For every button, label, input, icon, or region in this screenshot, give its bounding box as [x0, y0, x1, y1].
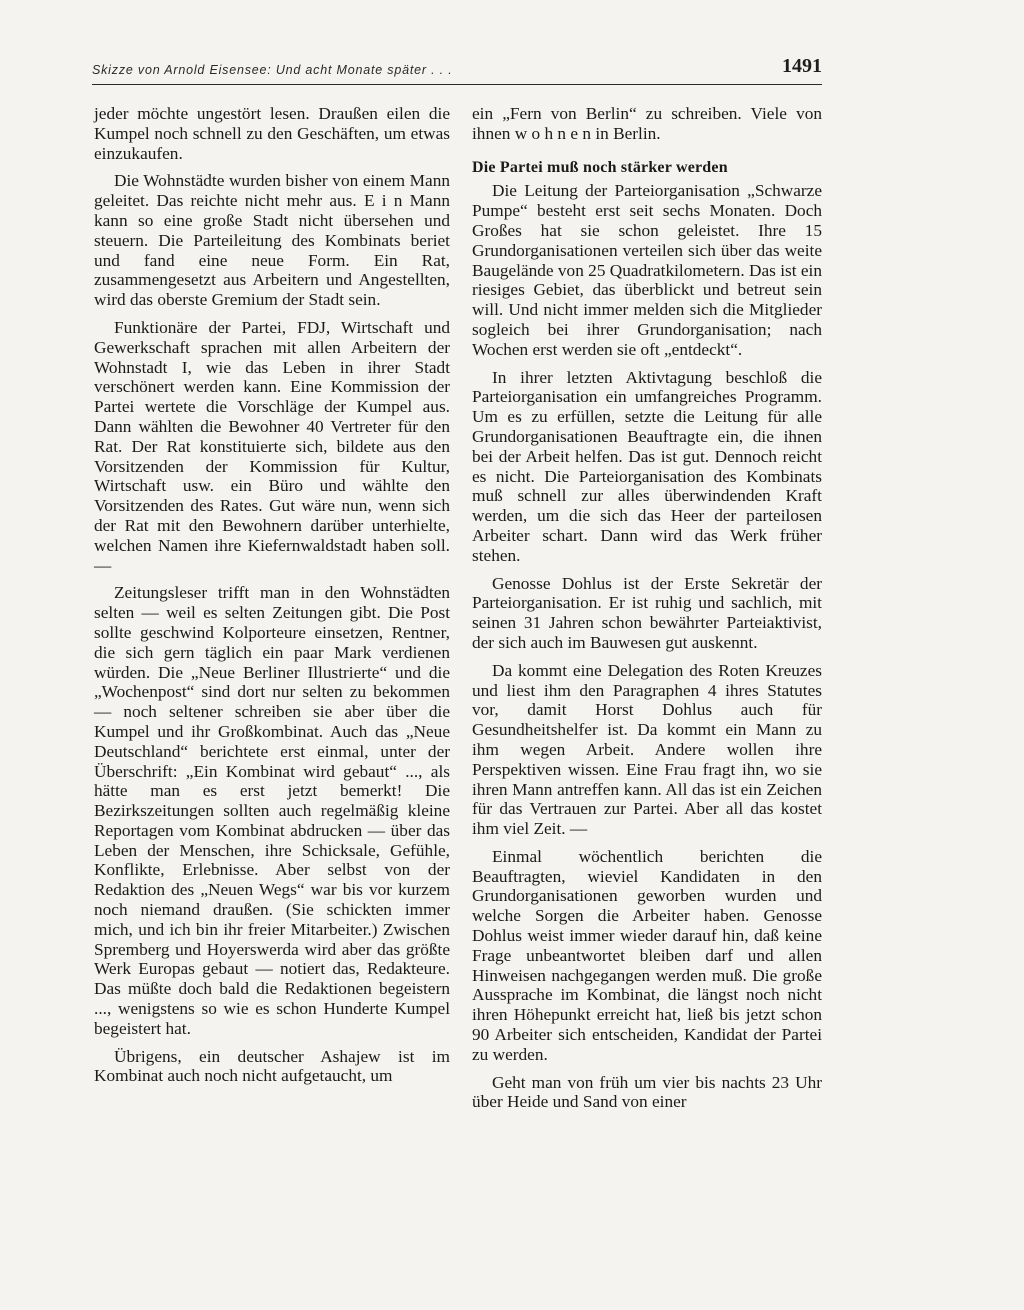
paragraph: Da kommt eine Delegation des Roten Kreuzes und liest ihm den Paragraphen 4 ihres Statutes vor, damit Horst Dohlus auch für Gesundheitshelfer ist. Da kommt ein Mann zu ihm wegen Arbeit. Andere wollen ihre Perspektiven wissen. Eine Frau fragt ihn, wo sie ihren Mann antreffen kann. All das ist ein Zeichen für das Vertrauen zur Partei. Aber all das kostet ihm viel Zeit. — [472, 660, 822, 839]
running-head: Skizze von Arnold Eisensee: Und acht Monate später . . . [92, 63, 453, 77]
paragraph: Genosse Dohlus ist der Erste Sekretär der Parteiorganisation. Er ist ruhig und sachlich, mit seinen 31 Jahren schon bewährter Parteiaktivist, der sich auch im Bauwesen gut auskennt. [472, 573, 822, 652]
page-number: 1491 [782, 55, 822, 77]
paragraph: Übrigens, ein deutscher Ashajew ist im Kombinat auch noch nicht aufgetaucht, um [94, 1046, 450, 1086]
paragraph: Geht man von früh um vier bis nachts 23 Uhr über Heide und Sand von einer [472, 1072, 822, 1112]
right-column [472, 104, 822, 1120]
left-column [94, 104, 450, 1094]
paragraph: Einmal wöchentlich berichten die Beauftragten, wieviel Kandidaten in den Grundorganisationen geworben wurden und welche Sorgen die Arbeiter haben. Genosse Dohlus weist immer wieder darauf hin, daß keine Frage unbeantwortet bleiben darf und allen Hinweisen nachgegangen werden muß. Die große Aussprache im Kombinat, die längst noch nicht ihren Höhepunkt erreicht hat, ließ bis jetzt schon 90 Arbeiter sich entscheiden, Kandidat der Partei zu werden. [472, 846, 822, 1064]
paragraph: Die Leitung der Parteiorganisation „Schwarze Pumpe“ besteht erst seit sechs Monaten. Doch Großes hat sie schon geleistet. Ihre 15 Grundorganisationen verteilen sich über das weite Baugelände von 25 Quadratkilometern. Das ist ein riesiges Gebiet, das überblickt und betreut sein will. Und nicht immer melden sich die Mitglieder sogleich bei ihrer Grundorganisation; nach Wochen erst werden sie oft „entdeckt“. [472, 181, 822, 359]
paragraph: Zeitungsleser trifft man in den Wohnstädten selten — weil es selten Zeitungen gibt. Die Post sollte geschwind Kolporteure einsetzen, Rentner, die sich gern täglich ein paar Mark verdienen würden. Die „Neue Berliner Illustrierte“ und die „Wochenpost“ sind dort nur selten zu bekommen — noch seltener schreiben sie aber über die Kumpel und ihr Großkombinat. Auch das „Neue Deutschland“ berichtete erst einmal, unter der Überschrift: „Ein Kombinat wird gebaut“ ..., als hätte man es erst jetzt bemerkt! Die Bezirkszeitungen sollten auch regelmäßig kleine Reportagen vom Kombinat abdrucken — über das Leben der Menschen, ihre Schicksale, Gefühle, Konflikte, Erlebnisse. Aber selbst von der Redaktion des „Neuen Wegs“ war bis vor kurzem noch niemand draußen. (Sie schickten immer mich, und ich bin ihr freier Mitarbeiter.) Zwischen Spremberg und Hoyerswerda wird aber das größte Werk Europas gebaut — notiert das, Redakteure. Das müßte doch bald die Redaktionen begeistern ..., wenigstens so wie es schon Hunderte Kumpel begeistert hat. [94, 583, 450, 1038]
header-rule [92, 84, 822, 85]
paragraph: Funktionäre der Partei, FDJ, Wirtschaft und Gewerkschaft sprachen mit allen Arbeitern der Wohnstadt I, wie das Leben in ihrer Stadt verschönert werden kann. Eine Kommission der Partei wertete die Vorschläge der Kumpel aus. Dann wählten die Bewohner 40 Vertreter für den Rat. Der Rat konstituierte sich, bildete aus den Vorsitzenden der Kommission für Kultur, Wirtschaft usw. ein Büro und wählte den Vorsitzenden des Rates. Gut wäre nun, wenn sich der Rat mit den Bewohnern darüber unterhielte, welchen Namen ihre Kiefernwaldstadt haben soll. — [94, 317, 450, 575]
paragraph: Die Wohnstädte wurden bisher von einem Mann geleitet. Das reichte nicht mehr aus. E i n Mann kann so eine große Stadt nicht übersehen und steuern. Die Parteileitung des Kombinats beriet und fand eine neue Form. Ein Rat, zusammengesetzt aus Arbeitern und Angestellten, wird das oberste Gremium der Stadt sein. [94, 171, 450, 310]
paragraph: In ihrer letzten Aktivtagung beschloß die Parteiorganisation ein umfangreiches Programm. Um es zu erfüllen, setzte die Leitung für alle Grundorganisationen Beauftragte ein, die ihnen bei der Arbeit helfen. Das ist gut. Dennoch reicht es nicht. Die Parteiorganisation des Kombinats muß schnell zur alles überwindenden Kraft werden, um die sich das Heer der parteilosen Arbeiter schart. Dann wird das Werk früher stehen. [472, 367, 822, 565]
section-heading: Die Partei muß noch stärker werden [472, 158, 728, 176]
paragraph: jeder möchte ungestört lesen. Draußen eilen die Kumpel noch schnell zu den Geschäften, um etwas einzukaufen. [94, 104, 450, 163]
paragraph: ein „Fern von Berlin“ zu schreiben. Viele von ihnen w o h n e n in Berlin. [472, 104, 822, 143]
page-header [92, 55, 822, 85]
